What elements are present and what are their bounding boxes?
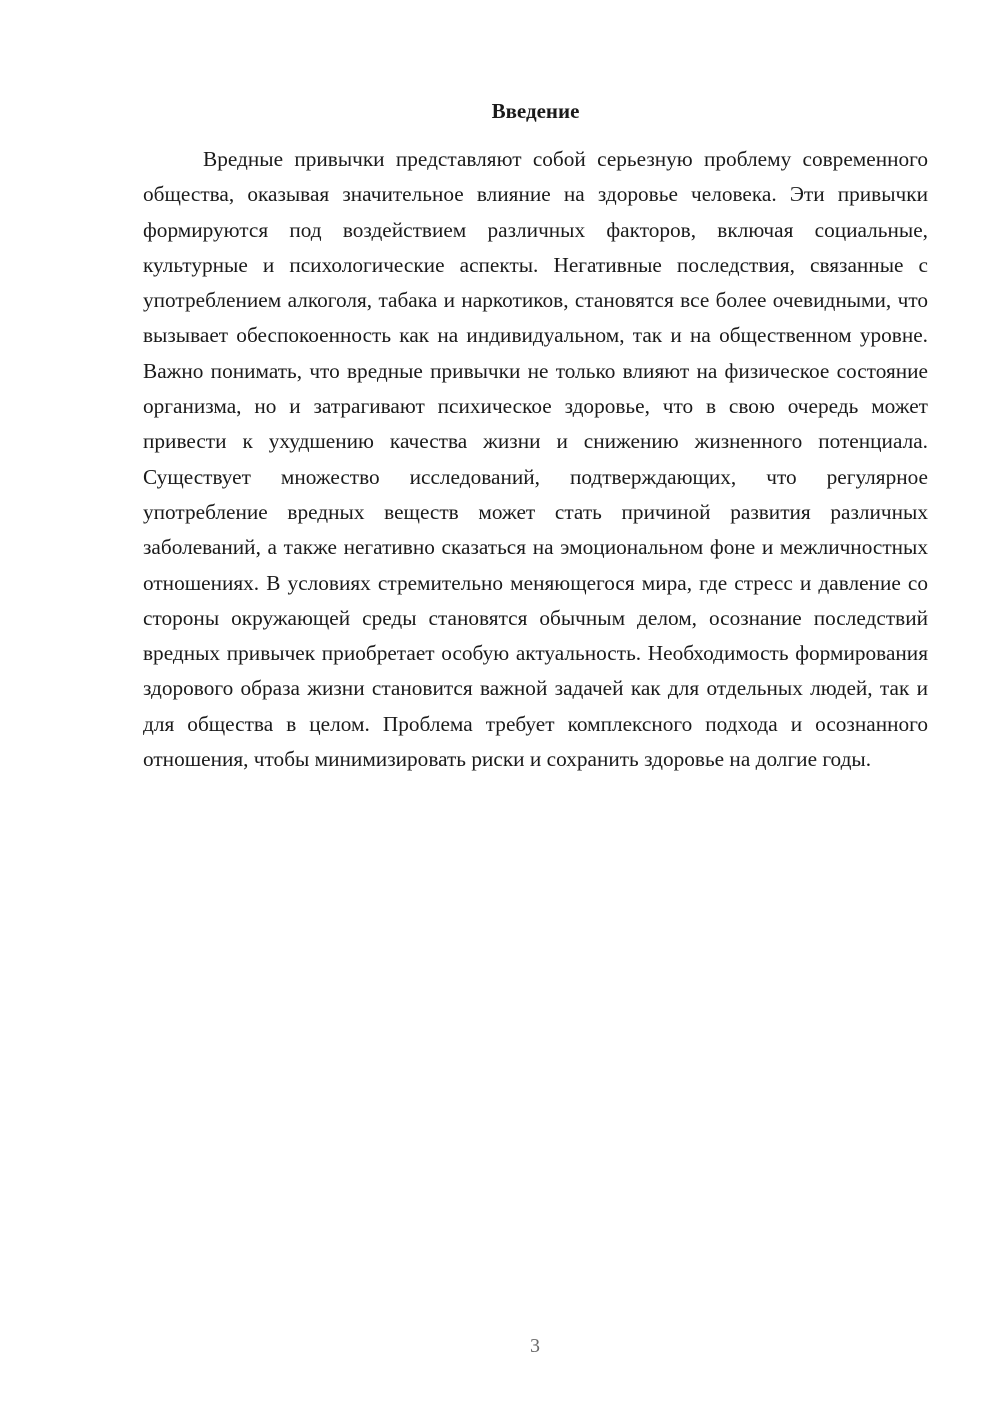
body-paragraph: Вредные привычки представляют собой серьезную проблему современного общества, оказывая значительное влияние на здоровье человека. Эти привычки формируются под воздействием различных факторов, включая социальные, культурные и психологические аспекты. Негативные последствия, связанные с употреблением алкоголя, табака и наркотиков, становятся все более очевидными, что вызывает обеспокоенность как на индивидуальном, так и на общественном уровне. Важно понимать, что вредные привычки не только влияют на физическое состояние организма, но и затрагивают психическое здоровье, что в свою очередь может привести к ухудшению качества жизни и снижению жизненного потенциала. Существует множество исследований, подтверждающих, что регулярное употребление вредных веществ может стать причиной развития различных заболеваний, а также негативно сказаться на эмоциональном фоне и межличностных отношениях. В условиях стремительно меняющегося мира, где стресс и давление со стороны окружающей среды становятся обычным делом, осознание последствий вредных привычек приобретает особую актуальность. Необходимость формирования здорового образа жизни становится важной задачей как для отдельных людей, так и для общества в целом. Проблема требует комплексного подхода и осознанного отношения, чтобы минимизировать риски и сохранить здоровье на долгие годы. (143, 147, 928, 772)
page-number: 3 (530, 1335, 540, 1357)
section-heading: Введение (491, 99, 580, 123)
